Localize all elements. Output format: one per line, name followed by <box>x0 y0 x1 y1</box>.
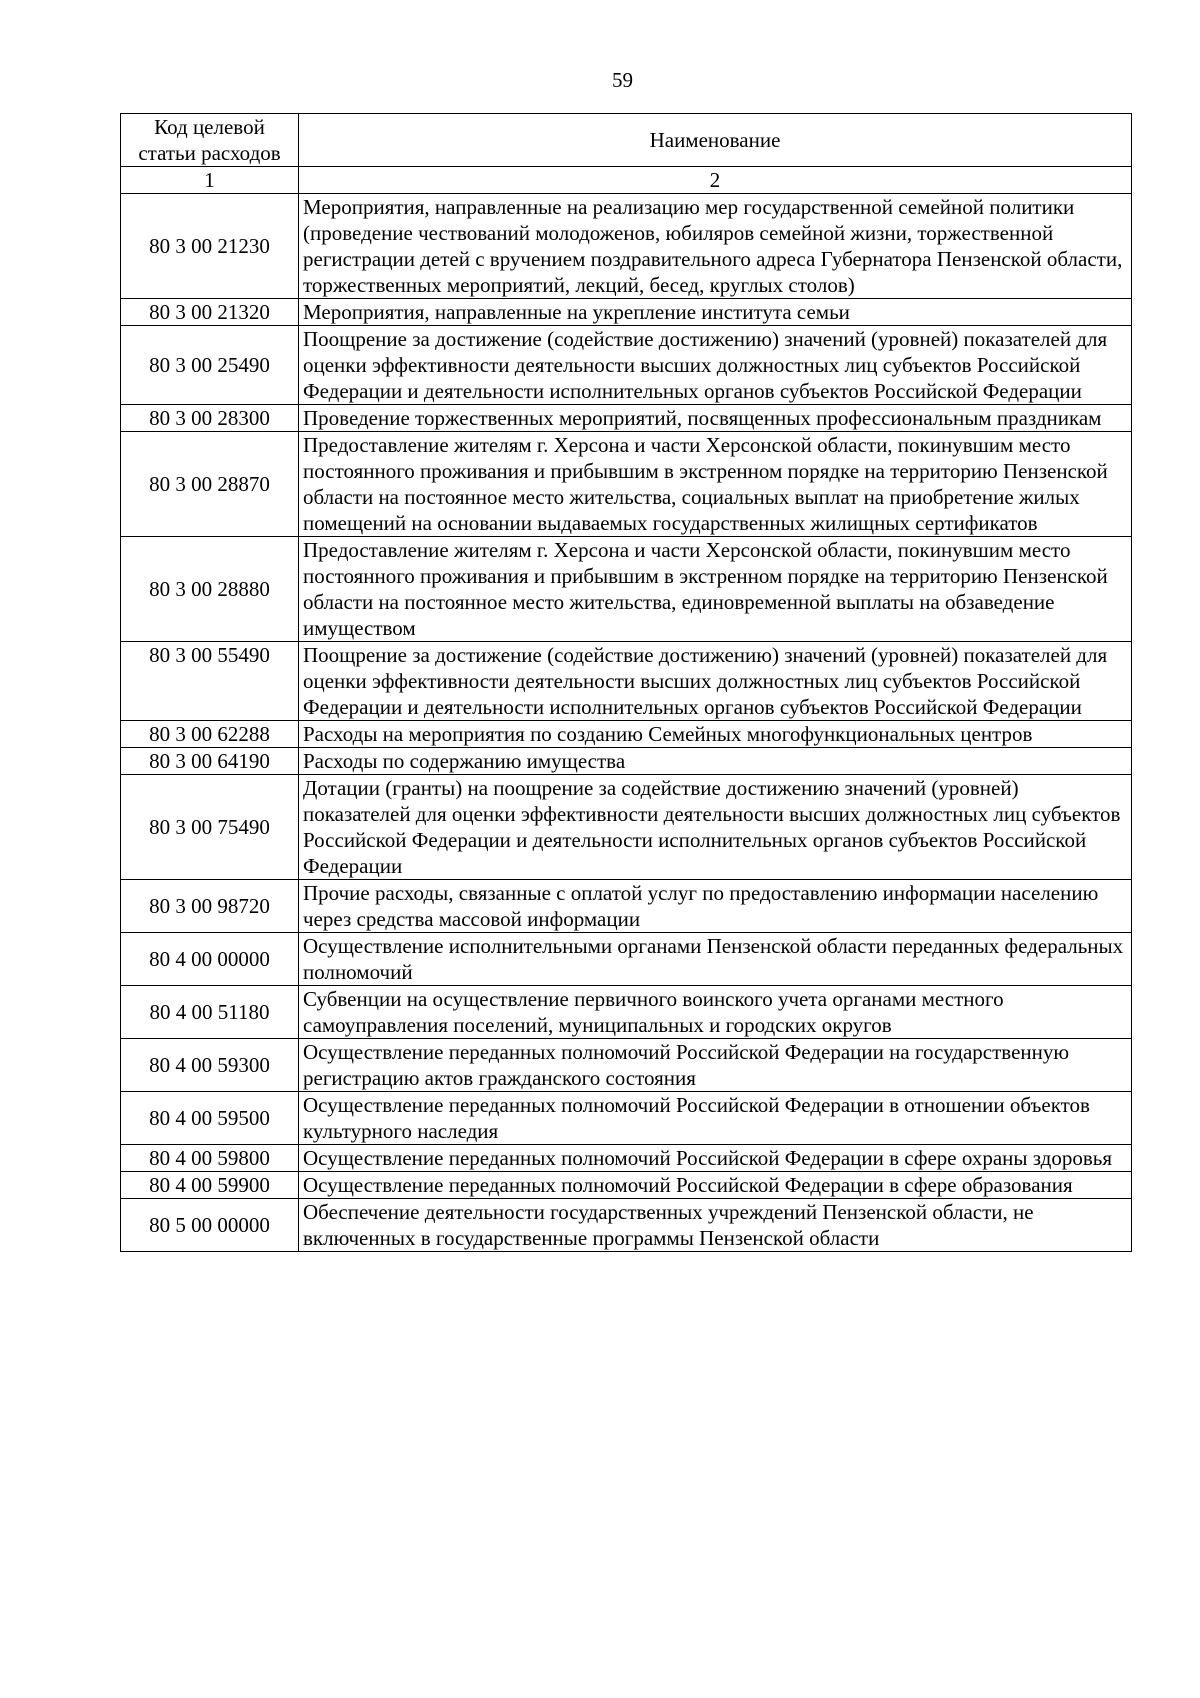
row-name: Осуществление переданных полномочий Российской Федерации в сфере образования <box>299 1172 1132 1199</box>
row-code: 80 4 00 59900 <box>121 1172 299 1199</box>
budget-classification-table <box>120 113 1132 1252</box>
table-row <box>121 748 1132 775</box>
row-name: Предоставление жителям г. Херсона и части Херсонской области, покинувшим место постоянного проживания и прибывшим в экстренном порядке на территорию Пензенской области на постоянное место жительства, единовременной выплаты на обзаведение имуществом <box>299 537 1132 642</box>
table-row <box>121 721 1132 748</box>
header-code-column: Код целевой статьи расходов <box>121 114 299 167</box>
row-name: Предоставление жителям г. Херсона и части Херсонской области, покинувшим место постоянного проживания и прибывшим в экстренном порядке на территорию Пензенской области на постоянное место жительства, социальных выплат на приобретение жилых помещений на основании выдаваемых государственных жилищных сертификатов <box>299 432 1132 537</box>
header-name-column: Наименование <box>299 114 1132 167</box>
table-row <box>121 405 1132 432</box>
table-row <box>121 1145 1132 1172</box>
table-row <box>121 986 1132 1039</box>
row-code: 80 3 00 98720 <box>121 880 299 933</box>
table-row <box>121 933 1132 986</box>
row-code: 80 3 00 28870 <box>121 432 299 537</box>
row-name: Субвенции на осуществление первичного воинского учета органами местного самоуправления поселений, муниципальных и городских округов <box>299 986 1132 1039</box>
table-row <box>121 537 1132 642</box>
column-number-row <box>121 167 1132 194</box>
table-row <box>121 880 1132 933</box>
table-row <box>121 775 1132 880</box>
page-number: 59 <box>612 68 633 92</box>
table-row <box>121 194 1132 299</box>
row-code: 80 3 00 55490 <box>121 642 299 721</box>
row-name: Обеспечение деятельности государственных учреждений Пензенской области, не включенных в государственные программы Пензенской области <box>299 1199 1132 1252</box>
row-name: Прочие расходы, связанные с оплатой услуг по предоставлению информации населению через средства массовой информации <box>299 880 1132 933</box>
row-code: 80 5 00 00000 <box>121 1199 299 1252</box>
row-code: 80 4 00 59500 <box>121 1092 299 1145</box>
row-name: Проведение торжественных мероприятий, посвященных профессиональным праздникам <box>299 405 1132 432</box>
row-name: Дотации (гранты) на поощрение за содействие достижению значений (уровней) показателей для оценки эффективности деятельности высших должностных лиц субъектов Российской Федерации и деятельности исполнительных органов субъектов Российской Федерации <box>299 775 1132 880</box>
row-code: 80 4 00 59300 <box>121 1039 299 1092</box>
table-row <box>121 299 1132 326</box>
column-number-1: 1 <box>121 167 299 194</box>
row-name: Осуществление переданных полномочий Российской Федерации на государственную регистрацию актов гражданского состояния <box>299 1039 1132 1092</box>
table-row <box>121 1172 1132 1199</box>
row-code: 80 4 00 00000 <box>121 933 299 986</box>
row-name: Мероприятия, направленные на реализацию мер государственной семейной политики (проведение чествований молодоженов, юбиляров семейной жизни, торжественной регистрации детей с вручением поздравительного адреса Губернатора Пензенской области, торжественных мероприятий, лекций, бесед, круглых столов) <box>299 194 1132 299</box>
row-name: Расходы на мероприятия по созданию Семейных многофункциональных центров <box>299 721 1132 748</box>
row-name: Мероприятия, направленные на укрепление института семьи <box>299 299 1132 326</box>
column-number-2: 2 <box>299 167 1132 194</box>
row-code: 80 3 00 21320 <box>121 299 299 326</box>
table-row <box>121 1092 1132 1145</box>
table-body <box>121 194 1132 1252</box>
row-code: 80 3 00 28880 <box>121 537 299 642</box>
row-code: 80 4 00 59800 <box>121 1145 299 1172</box>
row-code: 80 3 00 21230 <box>121 194 299 299</box>
row-code: 80 3 00 28300 <box>121 405 299 432</box>
table-row <box>121 1039 1132 1092</box>
table-row <box>121 432 1132 537</box>
table-header <box>121 114 1132 194</box>
row-code: 80 3 00 62288 <box>121 721 299 748</box>
row-name: Осуществление исполнительными органами Пензенской области переданных федеральных полномочий <box>299 933 1132 986</box>
row-code: 80 3 00 25490 <box>121 326 299 405</box>
table-row <box>121 642 1132 721</box>
table-row <box>121 1199 1132 1252</box>
row-code: 80 3 00 75490 <box>121 775 299 880</box>
header-row <box>121 114 1132 167</box>
row-code: 80 4 00 51180 <box>121 986 299 1039</box>
row-name: Поощрение за достижение (содействие достижению) значений (уровней) показателей для оценки эффективности деятельности высших должностных лиц субъектов Российской Федерации и деятельности исполнительных органов субъектов Российской Федерации <box>299 642 1132 721</box>
row-name: Расходы по содержанию имущества <box>299 748 1132 775</box>
row-name: Осуществление переданных полномочий Российской Федерации в сфере охраны здоровья <box>299 1145 1132 1172</box>
table-row <box>121 326 1132 405</box>
row-name: Осуществление переданных полномочий Российской Федерации в отношении объектов культурного наследия <box>299 1092 1132 1145</box>
row-code: 80 3 00 64190 <box>121 748 299 775</box>
row-name: Поощрение за достижение (содействие достижению) значений (уровней) показателей для оценки эффективности деятельности высших должностных лиц субъектов Российской Федерации и деятельности исполнительных органов субъектов Российской Федерации <box>299 326 1132 405</box>
